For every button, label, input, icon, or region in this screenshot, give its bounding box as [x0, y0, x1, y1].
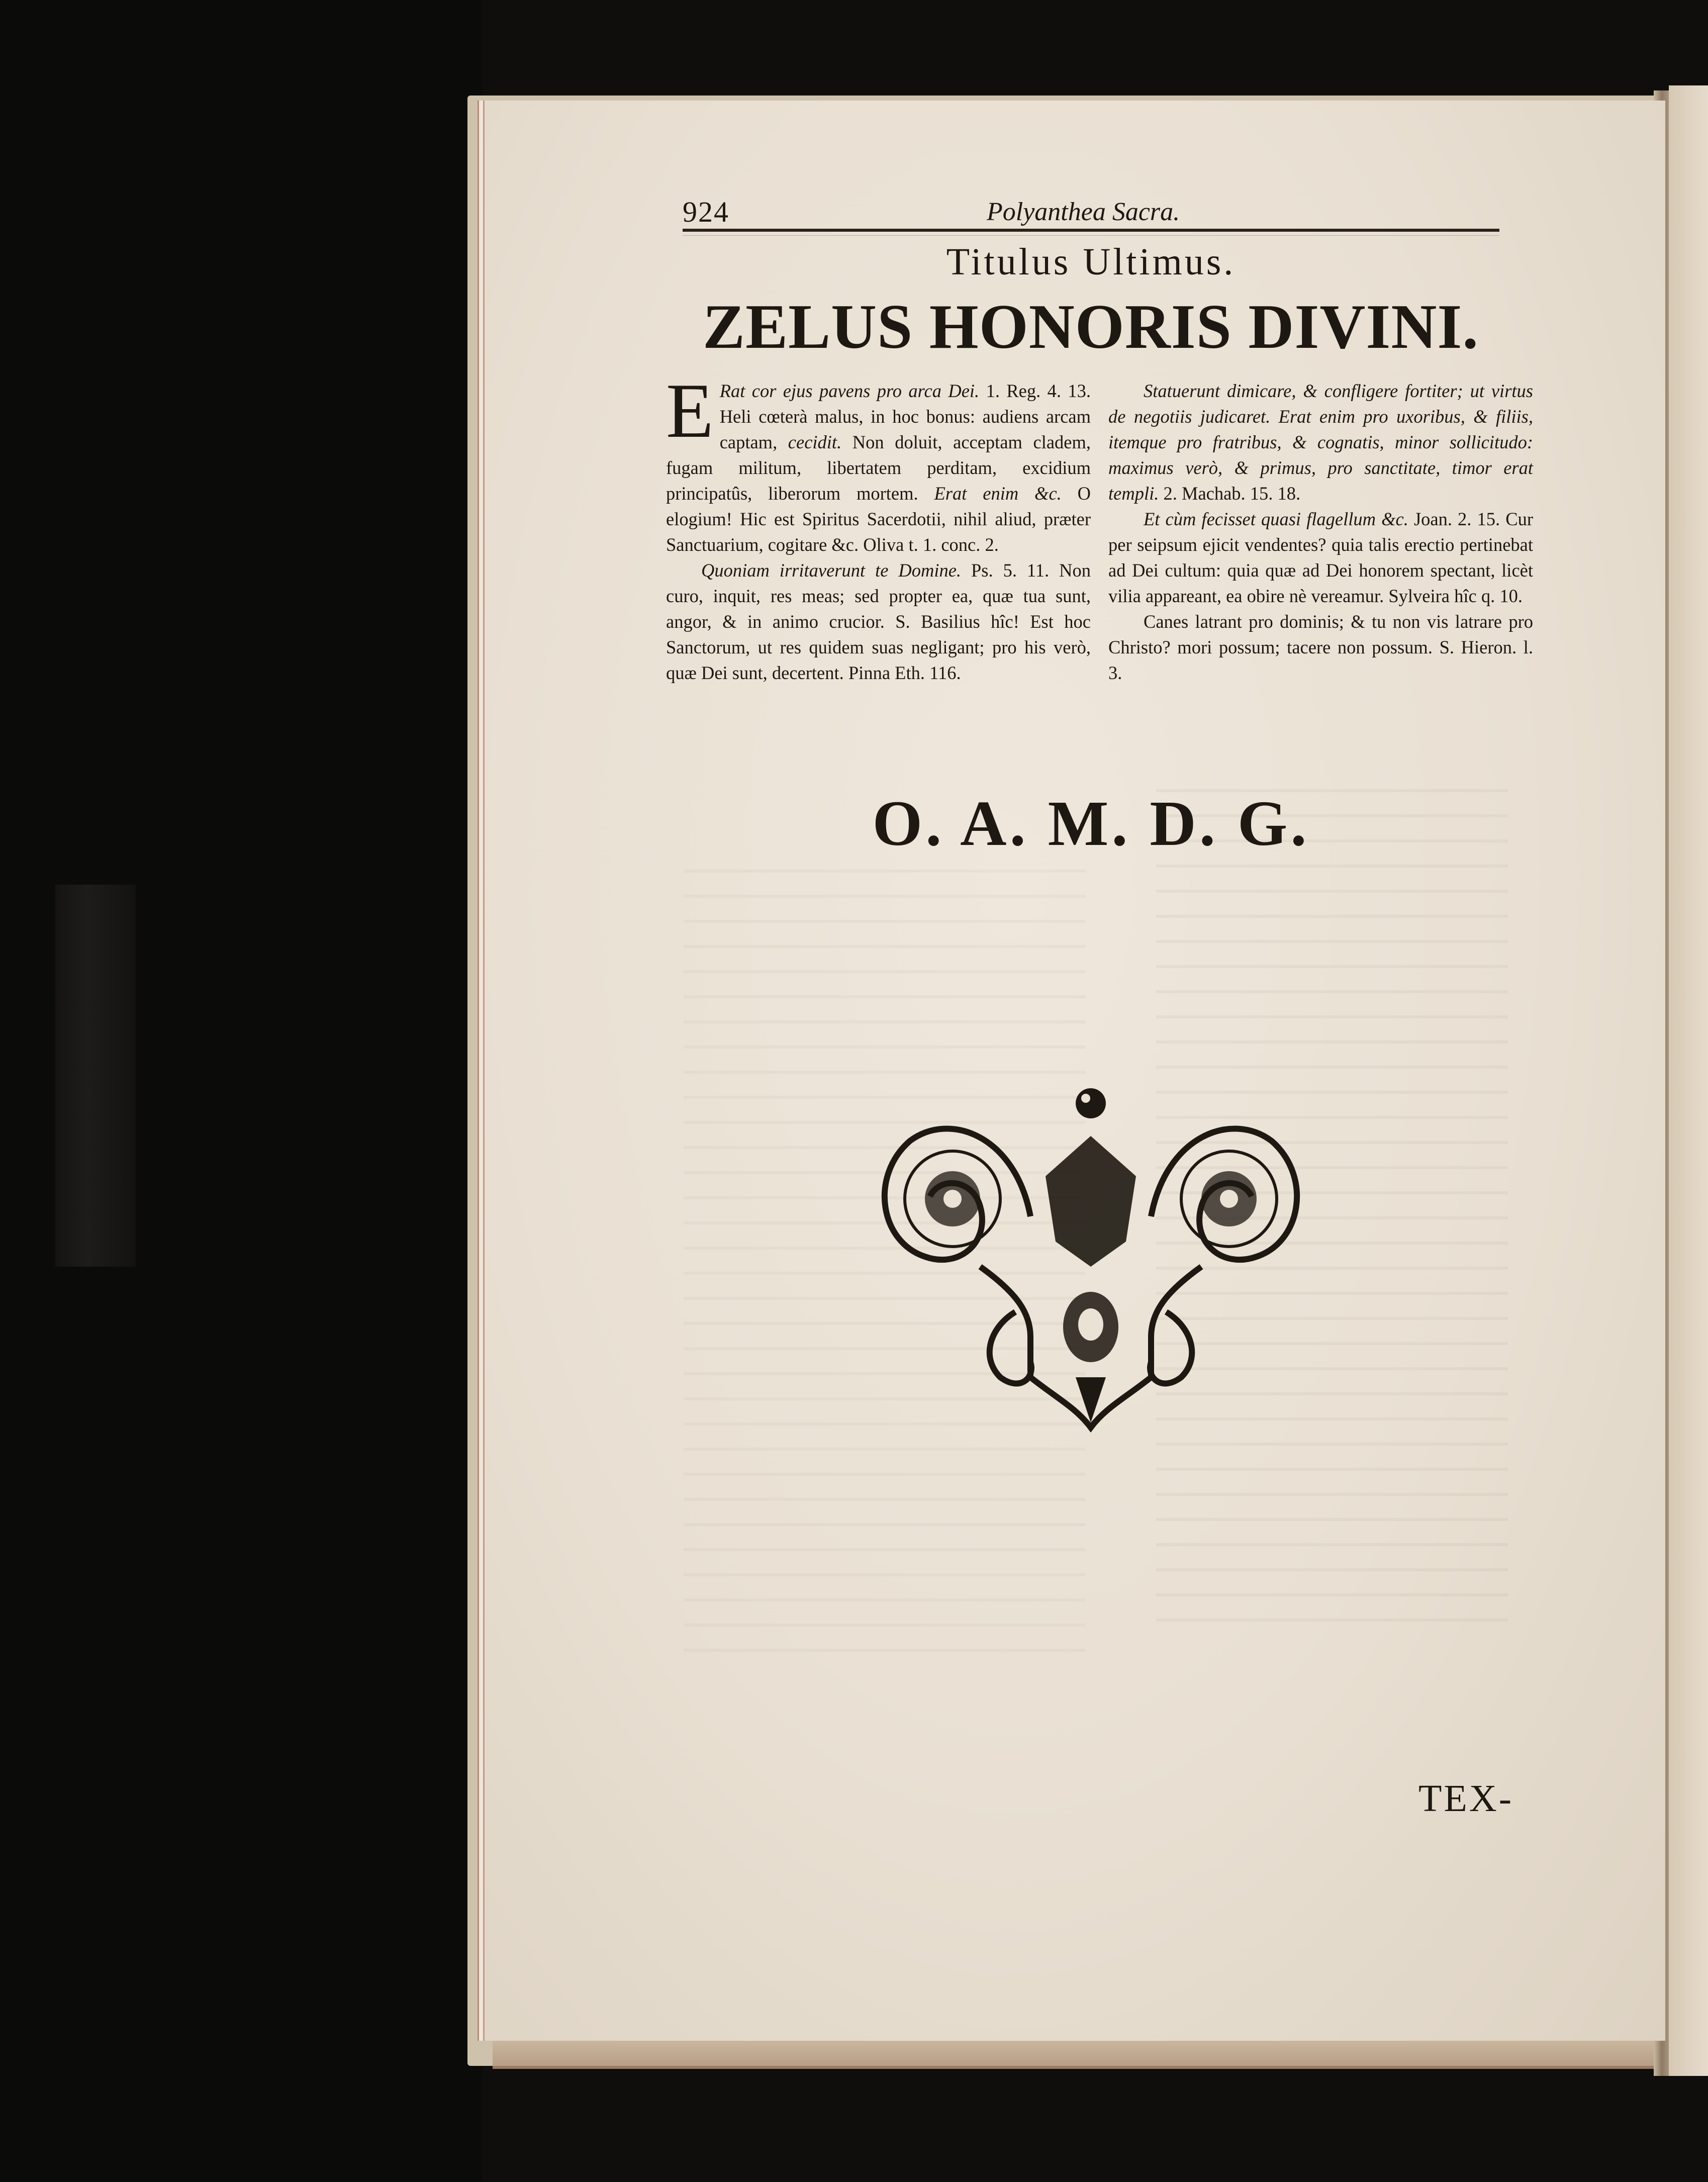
left-paragraph-2: [666, 557, 1091, 686]
paragraph-text: Joan. 2. 15. Cur per seipsum ejicit vendentes? quia talis erectio pertinebat ad Dei cultum: quia quæ ad Dei honorem spectant, licèt vilia appareant, ea obire nè vereamur. Sylveira hîc q. 10.: [1108, 509, 1533, 606]
catchword: TEX-: [1418, 1777, 1514, 1820]
paragraph-text: 2. Machab. 15. 18.: [1159, 483, 1301, 504]
paragraph-text: Non doluit, acceptam cladem, fugam militum, libertatem perditam, excidium principatûs, liberorum mortem.: [666, 432, 1091, 504]
paragraph-text: Canes latrant pro dominis; & tu non vis latrare pro Christo? mori possum; tacere non possum. S. Hieron. l. 3.: [1108, 611, 1533, 683]
right-paragraph-1: [1108, 378, 1533, 506]
right-paragraph-2: [1108, 506, 1533, 609]
quote-italic: Statuerunt dimicare, & confligere fortiter; ut virtus de negotiis judicaret. Erat enim pro uxoribus, & filiis, itemque pro fratribus, & cognatis, minor sollicitudo: maximus verò, & primus, pro sanctitate, timor erat templi.: [1108, 381, 1533, 504]
page-number: 924: [683, 196, 729, 228]
facing-page-edge: [1669, 85, 1708, 2076]
quote-italic: Erat enim &c.: [934, 483, 1062, 504]
quote-italic: Et cùm fecisset quasi flagellum &c.: [1144, 509, 1408, 529]
header-rule-thin: [683, 235, 1499, 236]
left-column: [666, 367, 1091, 686]
paragraph-text: 1. Reg. 4. 13. Heli cœterà malus, in hoc bonus: audiens arcam captam,: [719, 381, 1091, 452]
paragraph-text: O elogium! Hic est Spiritus Sacerdotii, nihil aliud, præter Sanctuarium, cogitare &c. Oliva t. 1. conc. 2.: [666, 483, 1091, 555]
quote-italic: Quoniam irritaverunt te Domine.: [701, 560, 962, 581]
printer-ornament-icon: [865, 1076, 1317, 1438]
quote-italic: cecidit.: [788, 432, 842, 452]
quote-italic: Rat cor ejus pavens pro arca Dei.: [719, 381, 980, 401]
page-header: [683, 195, 1499, 230]
left-paragraph-1: [666, 367, 1091, 557]
paragraph-text: Ps. 5. 11. Non curo, inquit, res meas; sed propter ea, quæ tua sunt, angor, & in animo crucior. S. Basilius hîc! Est hoc Sanctorum, ut res quidem suas negligant; pro his verò, quæ Dei sunt, decertent. Pinna Eth. 116.: [666, 560, 1091, 683]
main-title: ZELUS HONORIS DIVINI.: [703, 292, 1479, 362]
right-column: [1108, 378, 1533, 686]
running-head: Polyanthea Sacra.: [987, 198, 1180, 226]
book-spine-shadow: [55, 885, 136, 1267]
section-title: Titulus Ultimus.: [946, 241, 1236, 283]
right-paragraph-3: [1108, 609, 1533, 686]
header-rule: [683, 229, 1499, 232]
colophon: O. A. M. D. G.: [872, 788, 1310, 859]
drop-cap: E: [666, 367, 714, 454]
